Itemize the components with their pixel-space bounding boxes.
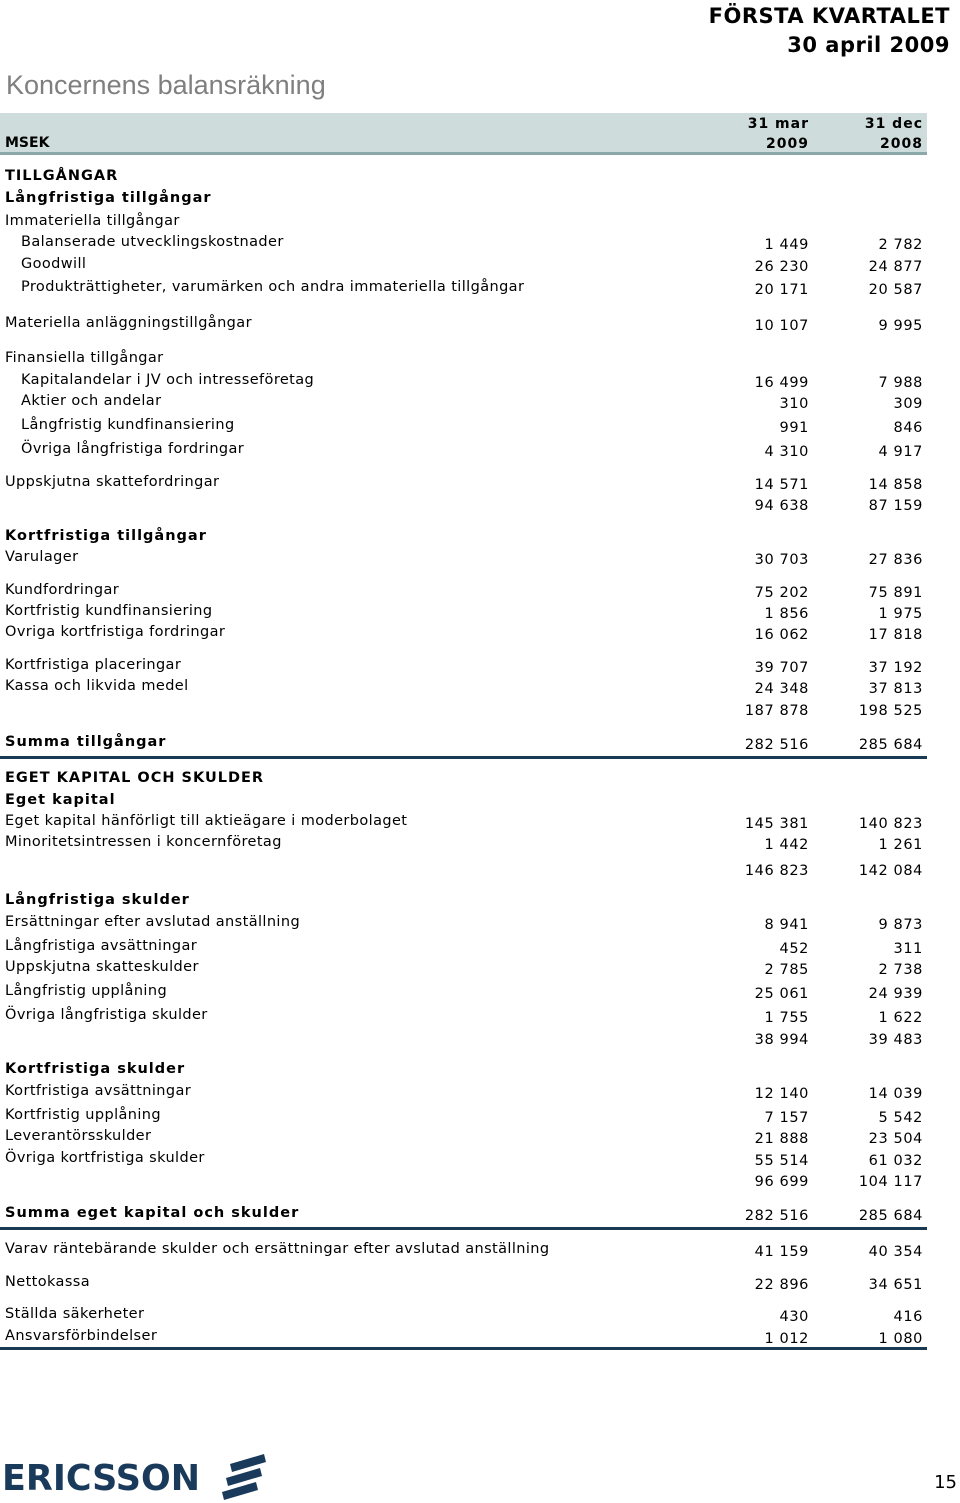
value-2008: 104 117 (858, 1174, 923, 1190)
row-label: Aktier och andelar (21, 393, 162, 409)
row-label: Summa eget kapital och skulder (5, 1205, 300, 1221)
value-2009: 30 703 (754, 552, 809, 568)
ericsson-logo (2, 1448, 272, 1500)
row-label: Summa tillgångar (5, 734, 167, 750)
table-row-subtotal (0, 493, 927, 513)
value-2008: 140 823 (858, 816, 923, 832)
col2-header-line1: 31 dec (864, 116, 923, 132)
table-row (0, 254, 927, 274)
row-label: Kortfristiga tillgångar (5, 528, 207, 544)
value-2009: 310 (779, 396, 809, 412)
row-label: Långfristiga skulder (5, 892, 190, 908)
value-2009: 8 941 (764, 917, 809, 933)
row-label: Balanserade utvecklingskostnader (21, 234, 284, 250)
table-row (0, 1005, 927, 1025)
value-2008: 24 939 (868, 986, 923, 1002)
value-2008: 309 (893, 396, 923, 412)
table-row (0, 277, 927, 297)
row-label: Ansvarsförbindelser (5, 1328, 158, 1344)
value-2008: 17 818 (868, 627, 923, 643)
row-label: Leverantörsskulder (5, 1128, 152, 1144)
value-2008: 34 651 (868, 1277, 923, 1293)
value-2009: 2 785 (764, 962, 809, 978)
col2-header-line2: 2008 (880, 136, 923, 152)
table-row (0, 1304, 927, 1324)
value-2009: 14 571 (754, 477, 809, 493)
value-2009: 94 638 (754, 498, 809, 514)
row-label: EGET KAPITAL OCH SKULDER (5, 770, 265, 786)
row-label: Kapitalandelar i JV och intresseföretag (21, 372, 315, 388)
row-label: Övriga långfristiga skulder (5, 1007, 208, 1023)
value-2009: 1 012 (764, 1331, 809, 1347)
value-2009: 21 888 (754, 1131, 809, 1147)
value-2008: 27 836 (868, 552, 923, 568)
table-row-subtotal (0, 858, 927, 878)
table-row (0, 768, 927, 788)
row-label: TILLGÅNGAR (5, 168, 119, 184)
value-2009: 4 310 (764, 444, 809, 460)
report-name: FÖRSTA KVARTALET (708, 4, 950, 28)
value-2009: 430 (779, 1309, 809, 1325)
value-2009: 16 499 (754, 375, 809, 391)
value-2009: 187 878 (744, 703, 809, 719)
table-row (0, 472, 927, 492)
value-2008: 142 084 (858, 863, 923, 879)
value-2008: 5 542 (878, 1110, 923, 1126)
table-row (0, 1239, 927, 1259)
table-row (0, 526, 927, 546)
table-row (0, 580, 927, 600)
value-2008: 61 032 (868, 1153, 923, 1169)
row-label: Kortfristig kundfinansiering (5, 603, 213, 619)
value-2009: 26 230 (754, 259, 809, 275)
table-row (0, 547, 927, 567)
value-2008: 1 975 (878, 606, 923, 622)
table-row (0, 1126, 927, 1146)
table-row (0, 232, 927, 252)
row-label: Övriga kortfristiga skulder (5, 1150, 205, 1166)
value-2009: 25 061 (754, 986, 809, 1002)
table-row (0, 313, 927, 333)
row-label: Långfristiga tillgångar (5, 190, 212, 206)
logo-wordmark: ERICSSON (2, 1458, 200, 1499)
table-row (0, 1148, 927, 1168)
row-label: Finansiella tillgångar (5, 350, 164, 366)
table-row (0, 211, 927, 231)
value-2009: 96 699 (754, 1174, 809, 1190)
col1-header-line1: 31 mar (747, 116, 809, 132)
row-label: Långfristig upplåning (5, 983, 168, 999)
value-2009: 1 755 (764, 1010, 809, 1026)
table-row (0, 890, 927, 910)
table-row (0, 1081, 927, 1101)
value-2009: 38 994 (754, 1032, 809, 1048)
value-2008: 75 891 (868, 585, 923, 601)
table-row (0, 981, 927, 1001)
row-label: Uppskjutna skattefordringar (5, 474, 220, 490)
column-header (0, 113, 927, 155)
table-row (0, 676, 927, 696)
value-2008: 40 354 (868, 1244, 923, 1260)
row-label: Kortfristiga avsättningar (5, 1083, 192, 1099)
value-2008: 198 525 (858, 703, 923, 719)
table-row (0, 391, 927, 411)
value-2009: 282 516 (744, 737, 809, 753)
row-label: Varulager (5, 549, 79, 565)
row-label: Varav räntebärande skulder och ersättningar efter avslutad anställning (5, 1241, 550, 1257)
value-2008: 9 873 (878, 917, 923, 933)
value-2008: 87 159 (868, 498, 923, 514)
table-row (0, 1326, 927, 1346)
row-label: Kassa och likvida medel (5, 678, 189, 694)
table-row (0, 832, 927, 852)
unit-label: MSEK (5, 135, 50, 151)
value-2008: 1 080 (878, 1331, 923, 1347)
report-date: 30 april 2009 (787, 33, 950, 57)
value-2009: 1 856 (764, 606, 809, 622)
value-2008: 20 587 (868, 282, 923, 298)
value-2009: 7 157 (764, 1110, 809, 1126)
table-row (0, 188, 927, 208)
col1-header-line2: 2009 (766, 136, 809, 152)
table-row (0, 957, 927, 977)
table-row (0, 439, 927, 459)
value-2008: 416 (893, 1309, 923, 1325)
value-2009: 20 171 (754, 282, 809, 298)
value-2009: 55 514 (754, 1153, 809, 1169)
value-2008: 23 504 (868, 1131, 923, 1147)
value-2008: 285 684 (858, 1208, 923, 1224)
table-row (0, 348, 927, 368)
row-label: Kundfordringar (5, 582, 120, 598)
table-row-subtotal (0, 698, 927, 718)
table-row (0, 1059, 927, 1079)
value-2008: 285 684 (858, 737, 923, 753)
row-label: Eget kapital (5, 792, 116, 808)
rule-line (0, 1227, 927, 1230)
table-row (0, 1272, 927, 1292)
value-2008: 4 917 (878, 444, 923, 460)
value-2008: 37 192 (868, 660, 923, 676)
value-2008: 2 782 (878, 237, 923, 253)
value-2009: 75 202 (754, 585, 809, 601)
value-2009: 24 348 (754, 681, 809, 697)
value-2009: 10 107 (754, 318, 809, 334)
table-row (0, 415, 927, 435)
table-row (0, 622, 927, 642)
value-2009: 991 (779, 420, 809, 436)
value-2008: 7 988 (878, 375, 923, 391)
value-2009: 12 140 (754, 1086, 809, 1102)
value-2009: 282 516 (744, 1208, 809, 1224)
table-row-subtotal (0, 1169, 927, 1189)
row-label: Nettokassa (5, 1274, 91, 1290)
table-row (0, 1105, 927, 1125)
row-label: Långfristiga avsättningar (5, 938, 198, 954)
value-2009: 39 707 (754, 660, 809, 676)
row-label: Minoritetsintressen i koncernföretag (5, 834, 282, 850)
table-row (0, 370, 927, 390)
value-2008: 311 (893, 941, 923, 957)
row-label: Kortfristig upplåning (5, 1107, 162, 1123)
value-2009: 146 823 (744, 863, 809, 879)
value-2009: 41 159 (754, 1244, 809, 1260)
table-row-subtotal (0, 1027, 927, 1047)
value-2008: 1 622 (878, 1010, 923, 1026)
value-2008: 2 738 (878, 962, 923, 978)
table-row (0, 166, 927, 186)
value-2008: 14 858 (868, 477, 923, 493)
logo-mark-icon (222, 1454, 266, 1500)
page-number: 15 (934, 1472, 957, 1493)
value-2009: 452 (779, 941, 809, 957)
row-label: Uppskjutna skatteskulder (5, 959, 199, 975)
page-title: Koncernens balansräkning (6, 70, 326, 100)
table-row (0, 811, 927, 831)
value-2009: 1 442 (764, 837, 809, 853)
row-label: Kortfristiga placeringar (5, 657, 182, 673)
row-label: Ovriga kortfristiga fordringar (5, 624, 226, 640)
table-row (0, 912, 927, 932)
table-row (0, 601, 927, 621)
rule-line (0, 1347, 927, 1350)
row-label: Eget kapital hänförligt till aktieägare i moderbolaget (5, 813, 408, 829)
row-label: Goodwill (21, 256, 87, 272)
value-2008: 14 039 (868, 1086, 923, 1102)
table-row (0, 936, 927, 956)
value-2009: 145 381 (744, 816, 809, 832)
row-label: Övriga långfristiga fordringar (21, 441, 245, 457)
row-label: Produkträttigheter, varumärken och andra immateriella tillgångar (21, 279, 525, 295)
row-label: Ersättningar efter avslutad anställning (5, 914, 301, 930)
value-2009: 16 062 (754, 627, 809, 643)
value-2008: 9 995 (878, 318, 923, 334)
value-2008: 39 483 (868, 1032, 923, 1048)
table-row-total (0, 732, 927, 752)
row-label: Långfristig kundfinansiering (21, 417, 235, 433)
value-2008: 1 261 (878, 837, 923, 853)
row-label: Materiella anläggningstillgångar (5, 315, 252, 331)
row-label: Kortfristiga skulder (5, 1061, 186, 1077)
value-2008: 846 (893, 420, 923, 436)
row-label: Immateriella tillgångar (5, 213, 180, 229)
table-row-total (0, 1203, 927, 1223)
value-2009: 22 896 (754, 1277, 809, 1293)
value-2009: 1 449 (764, 237, 809, 253)
value-2008: 37 813 (868, 681, 923, 697)
row-label: Ställda säkerheter (5, 1306, 145, 1322)
table-row (0, 655, 927, 675)
table-row (0, 790, 927, 810)
value-2008: 24 877 (868, 259, 923, 275)
rule-line (0, 756, 927, 759)
